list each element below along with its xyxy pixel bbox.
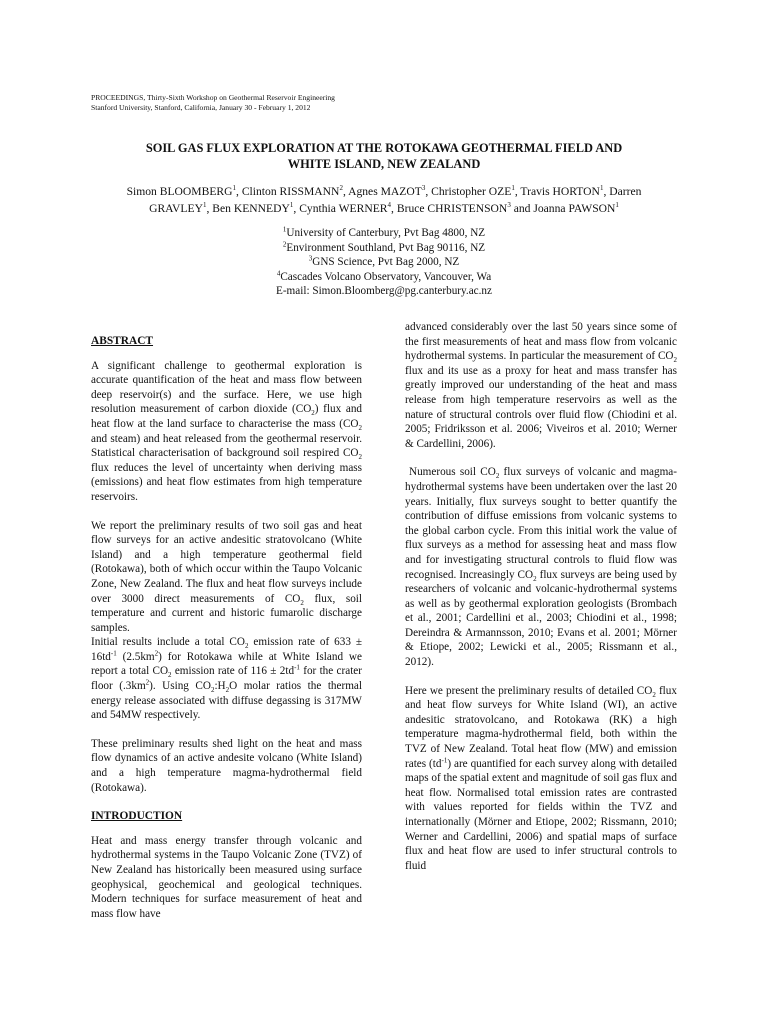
header-line-2: Stanford University, Stanford, California, January 30 - February 1, 2012 [91,103,311,112]
author-sup: 4 [387,201,392,210]
affiliation-text: GNS Science, Pvt Bag 2000, NZ [312,256,460,268]
intro-paragraph-2 [405,465,677,669]
subscript: 2 [673,356,677,365]
intro-paragraph-3 [405,684,677,874]
abstract-paragraph-1 [91,359,362,505]
affiliation-line [160,241,608,256]
text-run: flux, soil temperature and current and historic fumarolic discharge samples. [91,592,362,634]
header-line-1: PROCEEDINGS, Thirty-Sixth Workshop on Geothermal Reservoir Engineering [91,93,335,102]
affiliation-text: University of Canterbury, Pvt Bag 4800, NZ [286,227,486,239]
author-line-1 [70,183,698,200]
author-line-2 [70,200,698,217]
subscript: 2 [495,472,500,481]
affiliation-line [160,226,608,241]
subscript: 2 [210,686,215,695]
author-name: , Darren [603,185,642,198]
subscript: 2 [358,424,362,433]
author-sup: 2 [339,184,343,193]
text-run: O molar ratios the thermal energy release associated with diffuse degassing is 317MW and 54MW respectively. [91,680,362,722]
author-name: , Christopher OZE [425,185,512,198]
text-run: flux and heat flow surveys for White Island (WI), an active andesitic stratovolcano, and Rotokawa (RK) a high temperature magma-hydrothermal field, both within the TVZ of New Zealand. Total heat flow (MW) and emission rates (td [405,684,677,770]
left-column [91,334,362,921]
introduction-paragraph-1: Heat and mass energy transfer through volcanic and hydrothermal systems in the Taupo Volcanic Zone (TVZ) of New Zealand has historically been measured using surface geophysical, geochemical and geological techniques. Modern techniques for surface measurement of heat and mass flow have [91,834,362,920]
author-sup: 1 [232,184,237,193]
superscript: -1 [294,663,300,672]
email-line: E-mail: Simon.Bloomberg@pg.canterbury.ac.nz [276,285,492,297]
text-run: :H [214,680,226,693]
author-sup: 1 [599,184,604,193]
paper-title [70,140,698,172]
text-run: emission rate of 633 ± 16td [91,636,362,663]
right-column [405,320,677,873]
title-line-1: SOIL GAS FLUX EXPLORATION AT THE ROTOKAWA GEOTHERMAL FIELD AND [145,141,623,155]
author-list [70,183,698,217]
affiliation-text: Environment Southland, Pvt Bag 90116, NZ [286,241,486,254]
text-run: Initial results include a total CO [91,636,245,649]
affiliation-line [160,255,608,270]
text-run: ). Using CO [149,680,211,693]
affiliation-line [160,270,608,285]
superscript: -1 [441,755,448,764]
author-name: , Cynthia WERNER [293,202,388,215]
text-run: advanced considerably over the last 50 years since some of the first measurements of heat and mass flow from volcanic hydrothermal systems. In particular the measurement of CO [405,321,677,363]
text-run: and steam) and heat released from the geothermal reservoir. Statistical characterisation of background soil respired CO [91,432,362,460]
abstract-heading: ABSTRACT [91,335,154,347]
abstract-paragraph-2 [91,519,362,723]
author-sup: 3 [421,184,426,193]
subscript: 2 [225,686,230,695]
subscript: 2 [168,671,172,680]
author-sup: 1 [615,201,619,210]
author-sup: 1 [289,201,294,210]
abstract-paragraph-3: These preliminary results shed light on the heat and mass flow dynamics of an active andesite volcano (White Island) and a high temperature magma-hydrothermal field (Rotokawa). [91,737,362,794]
author-sup: 1 [202,201,207,210]
text-run: flux and its use as a proxy for heat and mass transfer has greatly improved our understanding of the heat and mass release from high temperature reservoirs as well as the nature of structural controls over fluid flow (Chiodini et al. 2005; Fridriksson et al. 2006; Viveiros et al. 2010; Werner & Cardellini, 2006). [405,364,677,450]
affiliation-text: Cascades Volcano Observatory, Vancouver, Wa [280,270,492,283]
text-run: ) for Rotokawa while at White Island we report a total CO [91,650,362,678]
subscript: 2 [300,598,304,607]
text-run: Numerous soil CO [409,466,496,479]
author-name: , Clinton RISSMANN [236,185,340,198]
author-name: , Travis HORTON [514,185,600,198]
author-name: , Agnes MAZOT [342,185,422,198]
affiliation-sup: 1 [282,225,287,234]
title-line-2: WHITE ISLAND, NEW ZEALAND [287,157,481,171]
subscript: 2 [244,642,249,651]
text-run: We report the preliminary results of two soil gas and heat flow surveys for an active andesitic stratovolcano (White Island) and a high temperature geothermal field (Rotokawa), both of which occur within the Taupo Volcanic Zone, New Zealand. The flux and heat flow surveys include over 3000 direct measurements of CO [91,519,362,605]
affiliations [160,226,608,299]
text-run: for the crater floor (.3km [91,665,363,693]
affiliation-sup: 3 [308,254,313,263]
proceedings-header [91,93,651,113]
subscript: 2 [652,690,656,699]
text-run: Here we present the preliminary results of detailed CO [405,684,653,697]
text-run: ) flux and heat flow at the land surface to characterise the mass (CO [91,403,363,430]
superscript: 2 [154,649,159,658]
text-run: emission rate of 116 ± 2td [171,665,295,678]
author-name: and Joanna PAWSON [510,202,616,215]
text-run: ) are quantified for each survey along with detailed maps of the spatial extent and magnitude of soil gas flux and heat flow. Normalised total emission rates are contrasted with values reported for fields within the TVZ and internationally (Mörner and Etiope, 2002; Rissmann, 2010; Werner and Cardellini, 2006) and spatial maps of surface flux and heat flow are used to infer structural controls to fluid [405,757,677,872]
author-name: Simon BLOOMBERG [126,185,233,198]
text-run: flux surveys of volcanic and magma-hydrothermal systems have been undertaken over the last 20 years. Initially, flux surveys sought to better quantify the contribution of diffuse emissions from volcanic systems to the global carbon cycle. From this initial work the value of flux surveys as a method for assessing heat and mass flow and for investigating structural controls to fluid flow was recognised. Increasingly CO [405,466,677,581]
author-sup: 1 [511,184,515,193]
text-run: A significant challenge to geothermal exploration is accurate quantification of the heat and mass flow between deep reservoir(s) and the surface. Here, we use high resolution measurement of carbon dioxide (CO [91,359,362,416]
subscript: 2 [358,453,362,462]
superscript: 2 [145,678,150,687]
text-run: flux surveys are being used by researchers of volcanic and volcanic-hydrothermal systems as well as by geothermal exploration geologists (Brombach et al., 2001; Cardellini et al., 2003; Chiodini et al., 1998; Dereindra & Armannsson, 2010; Evans et al. 2001; Mörner & Etiope, 2002; Lewicki et al., 2005; Rissmann et al., 2012). [405,568,677,669]
text-run: flux reduces the level of uncertainty when deriving mass (emissions) and heat flow estimates from high temperature reservoirs. [91,461,362,503]
author-name: GRAVLEY [149,202,203,215]
intro-continued-paragraph [405,320,677,451]
author-sup: 3 [507,201,511,210]
text-run: (2.5km [116,650,155,663]
superscript: -1 [110,649,117,658]
affiliation-sup: 4 [276,268,281,277]
introduction-heading: INTRODUCTION [91,810,183,823]
author-name: , Ben KENNEDY [206,202,290,215]
subscript: 2 [533,574,537,583]
subscript: 2 [311,409,315,418]
author-name: , Bruce CHRISTENSON [391,202,508,215]
affiliation-sup: 2 [282,239,287,248]
